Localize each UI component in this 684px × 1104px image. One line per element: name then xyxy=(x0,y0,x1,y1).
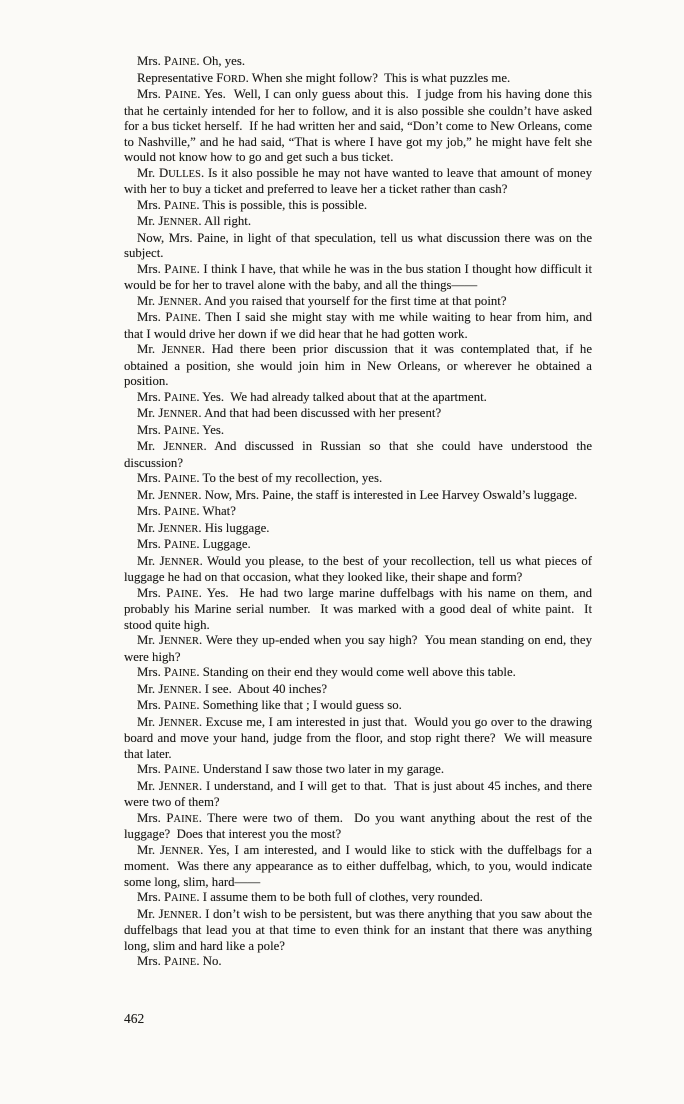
transcript-paragraph: Mr. JENNER. I see. About 40 inches? xyxy=(137,681,328,696)
speaker-name: Mrs. PAINE. xyxy=(137,87,201,101)
speaker-name-smallcaps: ENNER xyxy=(163,717,199,729)
speaker-name-smallcaps: ENNER xyxy=(163,684,199,696)
transcript-paragraph: Mrs. PAINE. Yes. He had two large marine duffelbags with his name on them, and probably his Marine serial number. It was marked with a good deal of white paint. It stood quite high. xyxy=(124,585,596,632)
speaker-name-smallcaps: AINE xyxy=(171,264,197,276)
speaker-name: Mrs. PAINE. xyxy=(137,890,200,904)
transcript-paragraph: Mr. JENNER. I don’t wish to be persistent, but was there anything that you saw about the duffelbags that lead you at that time to even think for an instant that there was anything long, slim and hard like a pole? xyxy=(124,906,596,953)
speaker-name: Mrs. PAINE. xyxy=(137,504,200,518)
speaker-name-smallcaps: AINE xyxy=(171,540,197,551)
transcript-paragraph: Representative FORD. When she might follow? This is what puzzles me. xyxy=(137,70,511,85)
speaker-name: Mr. DULLES. xyxy=(137,165,205,180)
speaker-name: Mrs. PAINE. xyxy=(137,422,200,437)
transcript-paragraph: Mr. JENNER. I understand, and I will get to that. That is just about 45 inches, and there were two of them? xyxy=(124,778,596,809)
transcript-paragraph: Mrs. PAINE. Luggage. xyxy=(137,537,251,551)
transcript-paragraph: Mrs. PAINE. To the best of my recollection, yes. xyxy=(137,471,383,485)
speaker-name: Mrs. PAINE. xyxy=(137,197,200,212)
transcript-paragraph: Mrs. PAINE. What? xyxy=(137,504,236,518)
speaker-name: Mr. JENNER. xyxy=(137,714,203,729)
transcript-paragraph: Mr. JENNER. His luggage. xyxy=(137,520,270,535)
page-number: 462 xyxy=(124,1011,145,1026)
speaker-name-smallcaps: ENNER xyxy=(165,845,201,857)
speaker-name: Mr. JENNER. xyxy=(137,439,207,453)
transcript-paragraph: Mrs. PAINE. There were two of them. Do you want anything about the rest of the luggage? Does that interest you the most? xyxy=(124,810,596,841)
speaker-name-smallcaps: ENNER xyxy=(163,523,199,535)
transcript-paragraph: Mr. JENNER. And discussed in Russian so that she could have understood the discussion? xyxy=(124,439,596,470)
speaker-name-smallcaps: ORD xyxy=(223,73,246,85)
speaker-name: Mr. JENNER. xyxy=(137,553,203,568)
speaker-name-smallcaps: ENNER xyxy=(163,490,199,502)
speaker-name: Mrs. PAINE. xyxy=(137,954,200,968)
speaker-name: Mr. JENNER. xyxy=(137,520,202,535)
speaker-name-smallcaps: ENNER xyxy=(164,556,200,568)
transcript-paragraph: Mr. JENNER. Had there been prior discussion that it was contemplated that, if he obtained a position, she would join him in New Orleans, or wherever he obtained a position. xyxy=(124,342,596,388)
transcript-paragraph: Mrs. PAINE. Oh, yes. xyxy=(137,54,246,68)
speaker-name: Mrs. PAINE. xyxy=(137,471,200,485)
speaker-name-smallcaps: AINE xyxy=(173,813,199,825)
speaker-name-smallcaps: AINE xyxy=(171,701,197,712)
transcript-paragraph: Mr. JENNER. And you raised that yourself for the first time at that point? xyxy=(137,293,507,308)
transcript-paragraph: Mrs. PAINE. No. xyxy=(137,954,222,968)
speaker-name-smallcaps: AINE xyxy=(171,474,197,485)
transcript-paragraph: Mr. JENNER. Were they up-ended when you say high? You mean standing on end, they were high? xyxy=(124,633,596,664)
speaker-name: Mrs. PAINE. xyxy=(137,762,200,776)
speaker-name: Mrs. PAINE. xyxy=(137,665,200,679)
speaker-name-smallcaps: AINE xyxy=(171,200,197,212)
speaker-name-smallcaps: AINE xyxy=(172,90,198,101)
transcript-paragraph: Mrs. PAINE. Something like that ; I would guess so. xyxy=(137,698,402,712)
transcript-paragraph: Mrs. PAINE. Yes. xyxy=(137,422,225,437)
transcript-paragraph: Mrs. PAINE. Then I said she might stay with me while waiting to hear from him, and that I would drive her down if we did hear that he had gotten work. xyxy=(124,310,596,341)
speaker-name: Mr. JENNER. xyxy=(137,487,202,502)
speaker-name-smallcaps: AINE xyxy=(173,588,199,600)
transcript-paragraph: Mrs. PAINE. This is possible, this is possible. xyxy=(137,197,368,212)
speaker-name-smallcaps: ENNER xyxy=(163,409,199,420)
speaker-name-smallcaps: AINE xyxy=(171,893,197,904)
speaker-name: Mr. JENNER. xyxy=(137,681,202,696)
transcript-paragraph: Mrs. PAINE. Yes. We had already talked about that at the apartment. xyxy=(137,389,487,404)
speaker-name: Mr. JENNER. xyxy=(137,342,206,356)
transcript-paragraph: Now, Mrs. Paine, in light of that speculation, tell us what discussion there was on the subject. xyxy=(124,230,596,260)
speaker-name: Mr. JENNER. xyxy=(137,214,202,228)
speaker-name: Mrs. PAINE. xyxy=(137,537,200,551)
transcript-paragraph: Mrs. PAINE. Yes. Well, I can only guess about this. I judge from his having done this that he certainly intended for her to follow, and it is also possible she couldn’t have asked for a bus ticket herself. If he had written her and said, “Don’t come to New Orleans, come to Nashville,” and he had said, “That is where I have got my job,” he might have felt she would not know how to go and get such a bus ticket. xyxy=(124,87,596,164)
speaker-name-smallcaps: AINE xyxy=(172,313,198,324)
speaker-name-smallcaps: AINE xyxy=(171,425,197,437)
speaker-name: Mr. JENNER. xyxy=(137,633,203,647)
speaker-name: Mrs. PAINE. xyxy=(137,389,200,404)
speaker-name-smallcaps: ENNER xyxy=(163,296,199,308)
speaker-name: Mrs. PAINE. xyxy=(137,810,202,825)
speaker-name: Mrs. PAINE. xyxy=(137,698,200,712)
speaker-name-smallcaps: AINE xyxy=(171,765,197,776)
transcript-paragraph: Mr. JENNER. Yes, I am interested, and I would like to stick with the duffelbags for a moment. Was there any appearance as to either duffelbag, which, to you, would indicate some long, slim, hard—— xyxy=(124,842,596,889)
transcript-paragraph: Mrs. PAINE. Standing on their end they would come well above this table. xyxy=(137,665,516,679)
speaker-name: Representative FORD. xyxy=(137,70,249,85)
speaker-name-smallcaps: ENNER xyxy=(163,217,199,228)
speaker-name-smallcaps: AINE xyxy=(171,57,197,68)
speaker-name: Mr. JENNER. xyxy=(137,406,202,420)
transcript-paragraph: Mrs. PAINE. I think I have, that while he was in the bus station I thought how difficult it would be for her to travel alone with the baby, and all the things—— xyxy=(124,261,596,292)
speaker-name-smallcaps: ENNER xyxy=(168,442,204,453)
transcript-paragraph: Mr. JENNER. Now, Mrs. Paine, the staff is interested in Lee Harvey Oswald’s luggage. xyxy=(137,487,578,502)
transcript xyxy=(124,54,596,971)
speaker-name-smallcaps: ENNER xyxy=(163,909,199,921)
transcript-paragraph: Mr. DULLES. Is it also possible he may not have wanted to leave that amount of money with her to buy a ticket and preferred to leave her a ticket rather than cash? xyxy=(124,165,596,196)
speaker-name: Mr. JENNER. xyxy=(137,842,204,857)
speaker-name-smallcaps: AINE xyxy=(171,668,197,679)
speaker-name: Mr. JENNER. xyxy=(137,293,202,308)
transcript-paragraph: Mr. JENNER. Would you please, to the best of your recollection, tell us what pieces of luggage he had on that occasion, what they looked like, their shape and form? xyxy=(124,553,596,584)
speaker-name-smallcaps: AINE xyxy=(171,507,197,518)
speaker-name-smallcaps: ENNER xyxy=(163,636,200,647)
speaker-name: Mrs. PAINE. xyxy=(137,261,200,276)
transcript-paragraph: Mr. JENNER. Excuse me, I am interested in just that. Would you go over to the drawing board and move your hand, judge from the floor, and stop right there? We will measure that later. xyxy=(124,714,596,761)
speaker-name-smallcaps: AINE xyxy=(171,392,197,404)
transcript-paragraph: Mrs. PAINE. Understand I saw those two later in my garage. xyxy=(137,762,445,776)
transcript-paragraph: Mr. JENNER. And that had been discussed with her present? xyxy=(137,406,442,420)
speaker-name: Mr. JENNER. xyxy=(137,906,202,921)
transcript-paragraph: Mrs. PAINE. I assume them to be both full of clothes, very rounded. xyxy=(137,890,483,904)
speaker-name-smallcaps: ULLES xyxy=(168,168,201,180)
speaker-name-smallcaps: ENNER xyxy=(166,345,202,356)
speaker-name: Mrs. PAINE. xyxy=(137,585,202,600)
speaker-name: Mr. JENNER. xyxy=(137,778,203,793)
speaker-name: Mrs. PAINE. xyxy=(137,54,200,68)
speaker-name-smallcaps: ENNER xyxy=(163,781,199,793)
speaker-name-smallcaps: AINE xyxy=(171,957,197,968)
transcript-paragraph: Mr. JENNER. All right. xyxy=(137,214,252,228)
speaker-name: Mrs. PAINE. xyxy=(137,310,201,324)
